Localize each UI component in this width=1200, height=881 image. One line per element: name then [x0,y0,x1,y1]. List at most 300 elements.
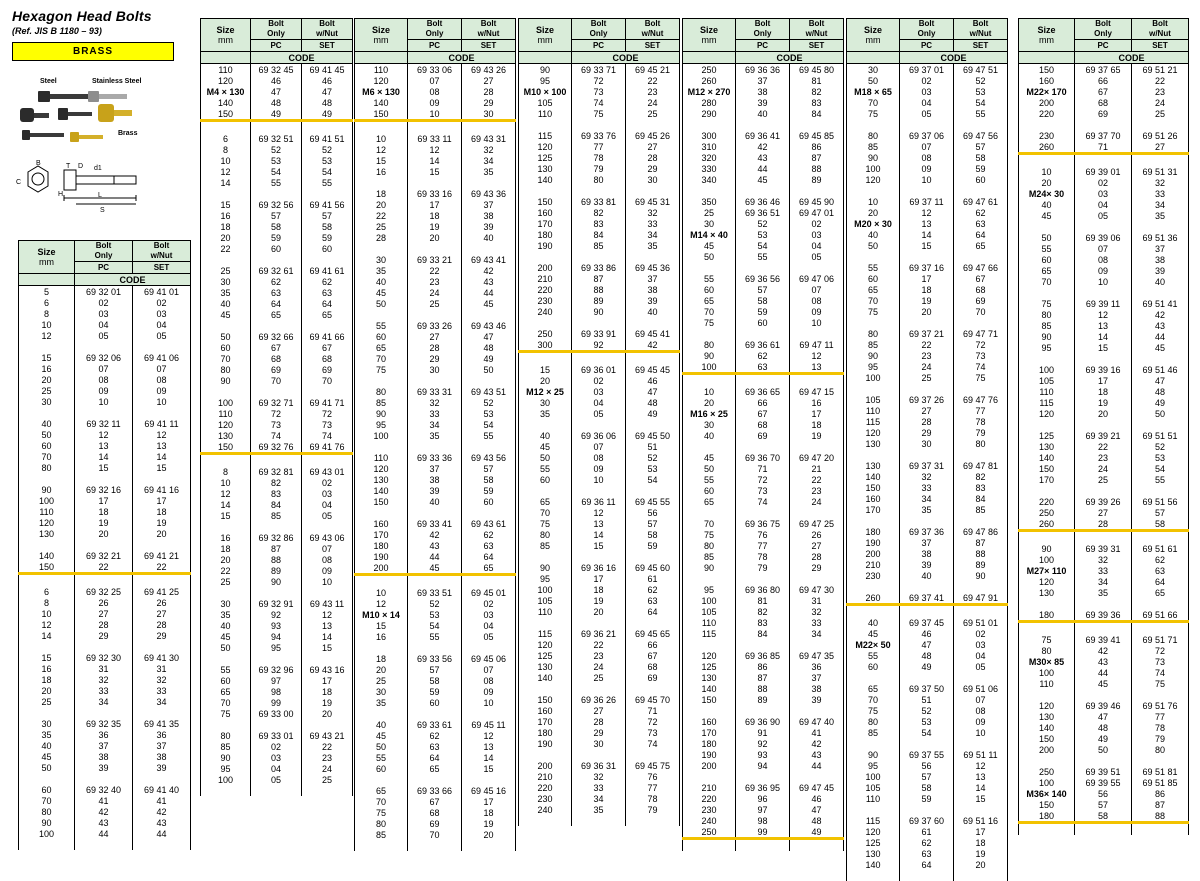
cell-code-set: 69 45 41 [626,328,680,339]
cell-code-pc: 69 39 55 [1075,777,1132,788]
table-row [201,287,353,298]
cell-size: 120 [683,650,736,661]
cell-size: 120 [355,463,408,474]
row-spacer [1019,531,1189,544]
price-table-col5 [682,18,844,851]
table-row [201,86,353,97]
cell-size: 160 [683,716,736,727]
cell-code-pc: 69 33 61 [408,719,462,730]
row-spacer [519,485,680,496]
cell-size: 20 [847,207,900,218]
cell-size: 110 [355,452,408,463]
table-row [847,716,1008,727]
table-row [1019,667,1189,678]
cell-size: 105 [847,782,900,793]
cell-code-pc: 65 [408,763,462,774]
table-row [1019,298,1189,309]
table-row [1019,64,1189,76]
cell-code-set: 55 [954,108,1008,119]
cell-size: 95 [519,75,572,86]
cell-code-set: 46 [302,75,353,86]
table-row [1019,496,1189,507]
cell-size: 60 [19,784,75,795]
cell-size: 160 [519,207,572,218]
cell-size: 110 [519,108,572,119]
cell-code-pc: 69 39 26 [1075,496,1132,507]
cell-size: 210 [683,782,736,793]
cell-code-set: 53 [462,408,516,419]
cell-size: 250 [1019,766,1075,777]
cell-code-set: 20 [133,528,191,539]
cell-code-set: 29 [462,97,516,108]
cell-size: 150 [355,108,408,121]
cell-size: 40 [519,430,572,441]
table-row [19,528,191,539]
cell-size: 35 [19,729,75,740]
cell-code-set: 24 [302,763,353,774]
cell-code-set: 37 [626,273,680,284]
cell-code-set: 83 [790,97,844,108]
cell-code-set: 24 [790,496,844,507]
cell-code-pc: 69 39 51 [1075,766,1132,777]
cell-code-set: 31 [790,595,844,606]
cell-code-pc: 52 [251,144,302,155]
cell-code-pc: 90 [251,576,302,587]
cell-size: 95 [519,573,572,584]
cell-size: 90 [847,350,900,361]
cell-size: 200 [519,262,572,273]
table-row [19,652,191,663]
cell-code-set: 48 [302,97,353,108]
table-row [519,375,680,386]
cell-code-pc: 62 [736,350,790,361]
cell-code-set: 52 [626,452,680,463]
cell-code-pc: 72 [736,474,790,485]
cell-code-pc: 18 [75,506,133,517]
cell-code-set: 52 [954,75,1008,86]
cell-code-pc: 81 [736,595,790,606]
cell-code-pc: 34 [75,696,133,707]
cell-code-pc: 69 36 46 [736,196,790,207]
cell-size: 220 [519,284,572,295]
cell-code-set: 69 45 26 [626,130,680,141]
cell-code-pc: 56 [900,760,954,771]
row-spacer [519,251,680,262]
cell-code-set: 36 [133,729,191,740]
cell-code-set: 63 [462,540,516,551]
cell-code-pc: 69 39 21 [1075,430,1132,441]
table-row [19,330,191,341]
cell-size: 110 [201,64,251,76]
cell-size: 55 [355,320,408,331]
table-row [847,130,1008,141]
cell-code-pc: 13 [900,218,954,229]
table-row [355,829,516,840]
table-row [355,199,516,210]
cell-code-pc: 08 [1075,254,1132,265]
table-row [1019,441,1189,452]
cell-size: 95 [847,361,900,372]
cell-code-pc: 19 [900,295,954,306]
cell-code-set: 55 [1132,474,1189,485]
cell-code-set: 69 51 51 [1132,430,1189,441]
header-code: CODE [900,52,1008,64]
cell-size: 125 [519,650,572,661]
row-spacer [847,383,1008,394]
cell-code-pc: 50 [1075,744,1132,755]
cell-code-set: 34 [790,628,844,639]
cell-size: 18 [201,221,251,232]
cell-code-pc: 29 [900,427,954,438]
cell-code-set: 69 47 86 [954,526,1008,537]
cell-size: 180 [519,229,572,240]
cell-code-pc: 69 36 21 [572,628,626,639]
row-spacer [1019,755,1189,766]
cell-code-pc: 69 37 31 [900,460,954,471]
cell-code-pc: 69 37 11 [900,196,954,207]
cell-size: 30 [201,276,251,287]
bolt-photo-brass-small [70,132,104,142]
cell-size: 60 [683,485,736,496]
table-row [201,441,353,454]
cell-code-set: 69 45 36 [626,262,680,273]
table-row [847,793,1008,804]
table-row [355,741,516,752]
row-spacer [683,573,844,584]
cell-code-pc: 43 [75,817,133,828]
bolt-photo-brass [98,104,132,124]
cell-code-pc: 27 [408,331,462,342]
cell-code-set: 43 [1132,320,1189,331]
cell-code-set: 69 45 45 [626,364,680,375]
cell-code-pc: 69 39 46 [1075,700,1132,711]
cell-size: 50 [519,452,572,463]
cell-code-set: 20 [302,708,353,719]
cell-code-set: 13 [462,741,516,752]
product-photo-legend [14,78,189,148]
cell-code-set: 74 [954,361,1008,372]
cell-code-set: 69 51 26 [1132,130,1189,141]
cell-size: 25 [355,675,408,686]
cell-size: 280 [683,97,736,108]
table-row [19,784,191,795]
table-row [19,740,191,751]
table-row [201,686,353,697]
cell-code-set: 69 51 46 [1132,364,1189,375]
cell-code-pc: 61 [900,826,954,837]
cell-code-set: 62 [954,207,1008,218]
cell-size: 70 [1019,276,1075,287]
cell-code-set: 08 [790,295,844,306]
cell-code-pc: 60 [251,243,302,254]
cell-size: 70 [683,518,736,529]
cell-code-pc: 28 [408,342,462,353]
cell-code-pc: 17 [900,273,954,284]
table-row [355,620,516,631]
cell-code-pc: 46 [251,75,302,86]
cell-code-set: 43 [133,817,191,828]
cell-code-pc: 52 [900,705,954,716]
cell-code-pc: 62 [251,276,302,287]
table-row [519,738,680,749]
page-subtitle: (Ref. JIS B 1180 – 93) [12,26,102,36]
table-row [847,592,1008,605]
cell-code-set: 60 [954,174,1008,185]
table-row [683,474,844,485]
cell-code-pc: 53 [736,229,790,240]
cell-code-set: 44 [790,760,844,771]
row-spacer [847,119,1008,130]
cell-code-pc: 69 36 51 [736,207,790,218]
cell-code-pc: 51 [900,694,954,705]
cell-size: 210 [519,771,572,782]
cell-size: 50 [847,240,900,251]
header-size: Size mm [1019,19,1075,52]
table-row [519,441,680,452]
cell-code-pc: 20 [900,306,954,317]
cell-size: 90 [19,817,75,828]
cell-code-pc: 07 [900,141,954,152]
table-row [847,427,1008,438]
table-row [847,372,1008,383]
table-row [1019,408,1189,419]
cell-size: 100 [847,372,900,383]
cell-code-set: 22 [302,741,353,752]
cell-code-pc: 69 32 66 [251,331,302,342]
cell-size: 75 [355,807,408,818]
table-row [683,529,844,540]
cell-size: 22 [201,565,251,576]
cell-code-set: 34 [462,155,516,166]
table-row [201,397,353,408]
cell-size: 140 [355,485,408,496]
row-spacer [19,707,191,718]
cell-code-set: 07 [790,284,844,295]
cell-code-pc: 90 [572,306,626,317]
cell-code-set: 69 51 06 [954,683,1008,694]
table-row [355,562,516,575]
cell-code-set: 14 [302,631,353,642]
cell-code-pc: 18 [1075,386,1132,397]
table-row [355,598,516,609]
table-row [1019,474,1189,485]
cell-code-set: 87 [1132,799,1189,810]
cell-code-set: 79 [954,427,1008,438]
cell-code-set: 57 [954,141,1008,152]
table-row [519,328,680,339]
cell-code-pc: 30 [572,738,626,749]
cell-code-set: 22 [1132,75,1189,86]
table-row [1019,700,1189,711]
row-spacer [683,328,844,339]
cell-size: M12 × 270 [683,86,736,97]
table-row [683,152,844,163]
table-row [519,628,680,639]
cell-code-set: 69 45 16 [462,785,516,796]
cell-code-set: 14 [954,782,1008,793]
table-row [519,474,680,485]
material-bar: BRASS [12,42,174,61]
cell-size: 120 [1019,576,1075,587]
cell-code-pc: 69 33 16 [408,188,462,199]
cell-size: 85 [355,829,408,840]
cell-code-set: 69 43 06 [302,532,353,543]
header-code-blank [683,52,736,64]
table-row [683,782,844,793]
cell-code-pc: 26 [75,597,133,608]
header-bolt-only: Bolt Only [75,241,133,262]
table-row [683,141,844,152]
cell-size: 250 [1019,507,1075,518]
table-row [19,550,191,561]
cell-size: M6 × 130 [355,86,408,97]
table-row [355,276,516,287]
cell-code-pc: 33 [1075,565,1132,576]
cell-size: 100 [847,163,900,174]
header-code-blank [19,274,75,286]
table-row [519,727,680,738]
cell-size: 140 [1019,722,1075,733]
table-row [683,97,844,108]
bolt-photo-hex-head [20,108,50,122]
cell-code-pc: 07 [75,363,133,374]
table-row [847,284,1008,295]
cell-size: 90 [1019,543,1075,554]
cell-code-pc: 39 [75,762,133,773]
cell-code-set: 69 47 56 [954,130,1008,141]
cell-code-pc: 74 [251,430,302,441]
table-row [355,144,516,155]
cell-code-set: 33 [133,685,191,696]
cell-code-set: 54 [302,166,353,177]
cell-size: 130 [355,474,408,485]
cell-code-set: 69 45 85 [790,130,844,141]
cell-size: 60 [201,675,251,686]
table-row [683,760,844,771]
cell-code-set: 42 [462,265,516,276]
table-row [1019,108,1189,119]
cell-code-set: 33 [626,218,680,229]
cell-size: 110 [1019,678,1075,689]
cell-code-set: 52 [1132,441,1189,452]
cell-size: 190 [519,738,572,749]
row-spacer [683,839,844,852]
cell-size: 18 [19,674,75,685]
table-row [847,350,1008,361]
cell-size: 40 [355,719,408,730]
table-row [519,64,680,76]
cell-size: 110 [847,793,900,804]
table-row [201,642,353,653]
row-spacer [355,507,516,518]
row-spacer [201,587,353,598]
cell-code-pc: 77 [572,141,626,152]
cell-code-pc: 69 36 65 [736,386,790,397]
table-row [1019,386,1189,397]
cell-code-pc: 67 [408,796,462,807]
cell-code-pc: 45 [408,562,462,575]
cell-code-set: 04 [790,240,844,251]
cell-code-set: 49 [302,108,353,121]
cell-size: 85 [683,551,736,562]
cell-size: 65 [683,496,736,507]
cell-code-set: 13 [302,620,353,631]
cell-size: 40 [19,740,75,751]
table-row [683,229,844,240]
legend-label-stainless: Stainless Steel [92,78,142,85]
cell-size: 90 [201,375,251,386]
cell-code-pc: 13 [572,518,626,529]
cell-code-pc: 40 [900,570,954,581]
cell-code-set: 69 41 21 [133,550,191,561]
cell-size: 110 [847,405,900,416]
cell-code-set: 32 [462,144,516,155]
cell-code-set: 69 [954,295,1008,306]
cell-code-pc: 67 [251,342,302,353]
table-row [201,631,353,642]
table-row [519,661,680,672]
cell-size: M22× 170 [1019,86,1075,97]
cell-code-set: 02 [302,477,353,488]
header-bolt-with-nut: Bolt w/Nut [462,19,516,40]
cell-code-pc: 53 [251,155,302,166]
table-row [683,251,844,262]
cell-code-set: 15 [302,642,353,653]
cell-size: 100 [201,397,251,408]
cell-code-pc: 37 [408,463,462,474]
table-row [201,554,353,565]
header-set: SET [462,40,516,52]
header-code: CODE [572,52,680,64]
table-row [847,537,1008,548]
table-row [19,418,191,429]
cell-code-pc: 05 [251,774,302,785]
cell-code-pc: 99 [736,826,790,839]
cell-code-set: 19 [790,430,844,441]
cell-size: 14 [201,177,251,188]
cell-code-set: 84 [790,108,844,119]
cell-size: 90 [519,562,572,573]
cell-code-set: 23 [626,86,680,97]
cell-code-pc: 82 [251,477,302,488]
cell-code-pc: 19 [75,517,133,528]
cell-code-set: 27 [133,608,191,619]
cell-code-set: 65 [462,562,516,575]
table-row [1019,554,1189,565]
table-row [847,559,1008,570]
table-row [201,166,353,177]
cell-code-pc: 67 [736,408,790,419]
cell-code-pc: 05 [572,408,626,419]
table-row [683,562,844,573]
cell-code-set: 69 47 20 [790,452,844,463]
header-bolt-with-nut: Bolt w/Nut [1132,19,1189,40]
cell-code-pc: 39 [408,485,462,496]
table-row [355,609,516,620]
cell-code-set: 67 [954,273,1008,284]
table-row [355,485,516,496]
cell-code-set: 69 51 16 [954,815,1008,826]
cell-size: 130 [201,430,251,441]
row-spacer [519,551,680,562]
cell-size: 70 [201,353,251,364]
cell-code-set: 35 [462,166,516,177]
table-row [355,430,516,441]
cell-size: 110 [201,408,251,419]
price-table-col6 [846,18,1008,881]
table-row [355,463,516,474]
cell-code-set: 69 51 71 [1132,634,1189,645]
